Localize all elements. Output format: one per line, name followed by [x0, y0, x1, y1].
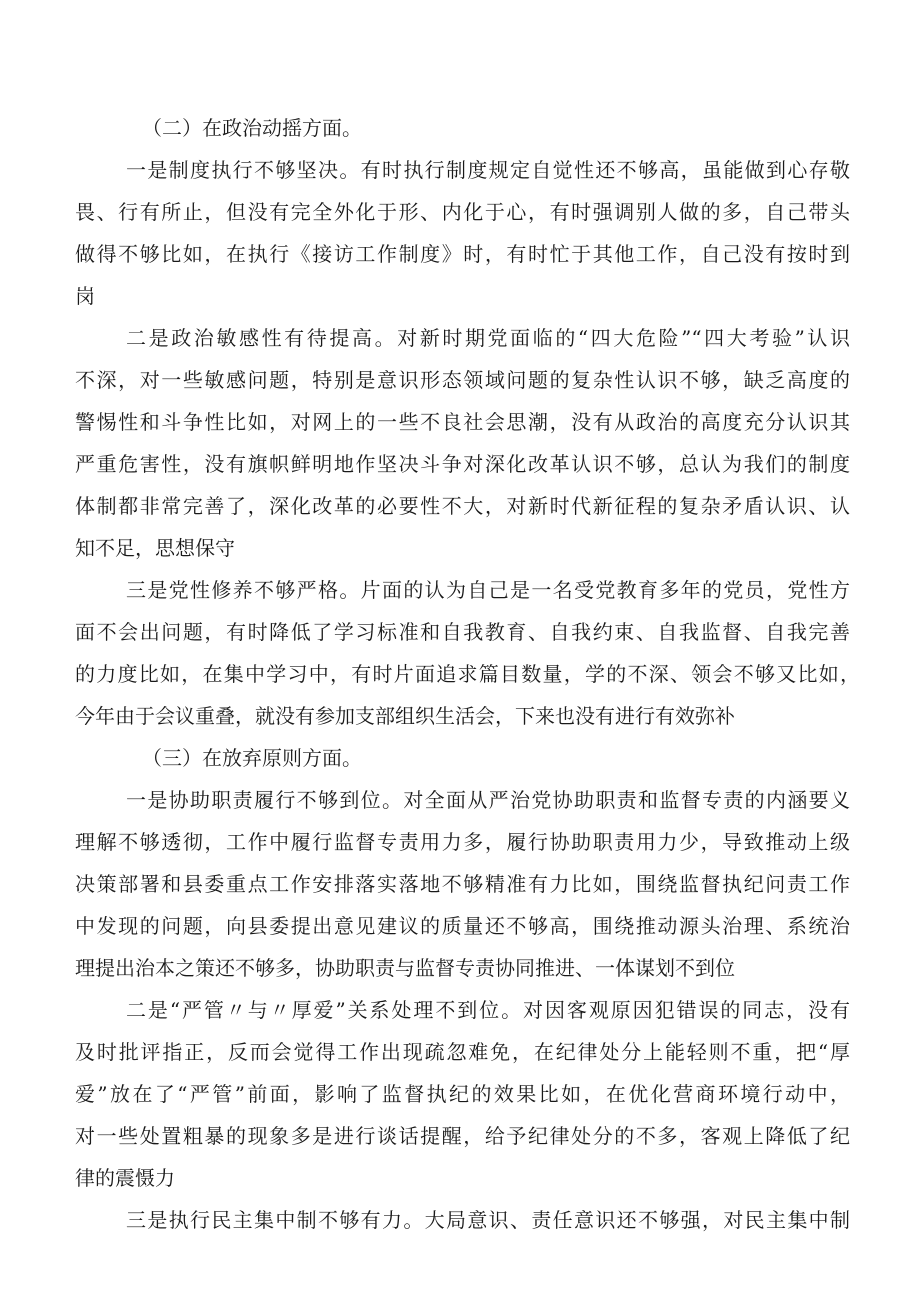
section-heading-abandoning-principles: （三）在放弃原则方面。: [142, 746, 362, 770]
paragraph-line: 体制都非常完善了，深化改革的必要性不大，对新时代新征程的复杂矛盾认识、认: [75, 494, 850, 518]
paragraph-line: 的力度比如，在集中学习中，有时片面追求篇目数量，学的不深、领会不够又比如，: [75, 662, 860, 686]
paragraph-line: 严重危害性，没有旗帜鲜明地作坚决斗争对深化改革认识不够，总认为我们的制度: [75, 452, 850, 476]
paragraph-line: 岗: [75, 284, 95, 308]
paragraph-line: 知不足，思想保守: [75, 536, 235, 560]
paragraph-line: 及时批评指正，反而会觉得工作出现疏忽难免，在纪律处分上能轻则不重，把“厚: [75, 1040, 850, 1064]
paragraph-line: 一是协助职责履行不够到位。对全面从严治党协助职责和监督专责的内涵要义: [126, 788, 850, 812]
paragraph-line: 三是党性修养不够严格。片面的认为自己是一名受党教育多年的党员，党性方: [126, 578, 850, 602]
paragraph-line: 面不会出问题，有时降低了学习标准和自我教育、自我约束、自我监督、自我完善: [75, 620, 850, 644]
paragraph-line: 决策部署和县委重点工作安排落实落地不够精准有力比如，围绕监督执纪问责工作: [75, 872, 850, 896]
paragraph-line: 理解不够透彻，工作中履行监督专责用力多，履行协助职责用力少，导致推动上级: [75, 830, 850, 854]
paragraph-line: 警惕性和斗争性比如，对网上的一些不良社会思潮，没有从政治的高度充分认识其: [75, 410, 850, 434]
paragraph-line: 一是制度执行不够坚决。有时执行制度规定自觉性还不够高，虽能做到心存敬: [126, 158, 850, 182]
section-heading-political-wavering: （二）在政治动摇方面。: [142, 116, 362, 140]
paragraph-line: 不深，对一些敏感问题，特别是意识形态领域问题的复杂性认识不够，缺乏高度的: [75, 368, 850, 392]
paragraph-line: 律的震慑力: [75, 1166, 175, 1190]
paragraph-line: 畏、行有所止，但没有完全外化于形、内化于心，有时强调别人做的多，自己带头: [75, 200, 850, 224]
paragraph-line: 对一些处置粗暴的现象多是进行谈话提醒，给予纪律处分的不多，客观上降低了纪: [75, 1124, 850, 1148]
paragraph-line: 理提出治本之策还不够多，协助职责与监督专责协同推进、一体谋划不到位: [75, 956, 735, 980]
paragraph-line: 爱”放在了“严管”前面，影响了监督执纪的效果比如，在优化营商环境行动中，: [75, 1082, 850, 1106]
paragraph-line: 中发现的问题，向县委提出意见建议的质量还不够高，围绕推动源头治理、系统治: [75, 914, 850, 938]
paragraph-line: 今年由于会议重叠，就没有参加支部组织生活会，下来也没有进行有效弥补: [75, 704, 735, 728]
paragraph-line: 二是政治敏感性有待提高。对新时期党面临的“四大危险”“四大考验”认识: [126, 326, 850, 350]
paragraph-line: 做得不够比如，在执行《接访工作制度》时，有时忙于其他工作，自己没有按时到: [75, 242, 850, 266]
paragraph-line: 二是“严管〃与〃厚爱”关系处理不到位。对因客观原因犯错误的同志，没有: [126, 998, 850, 1022]
paragraph-line: 三是执行民主集中制不够有力。大局意识、责任意识还不够强，对民主集中制: [126, 1208, 850, 1232]
